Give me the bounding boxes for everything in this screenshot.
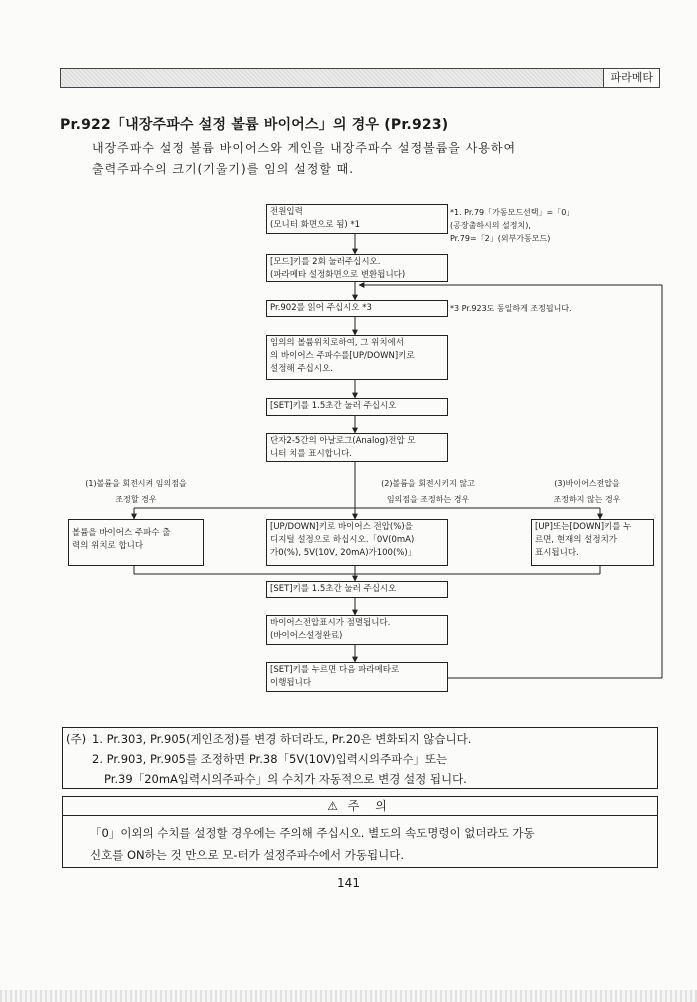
warning-triangle-icon: ⚠ <box>327 799 338 813</box>
branch-label-rotate-volume: (1)볼륨을 회전시켜 임의점을 조정할 경우 <box>85 479 187 504</box>
page-title: Pr.922「내장주파수 설정 볼륨 바이어스」의 경우 (Pr.923) <box>60 117 449 133</box>
notes-prefix: (주) <box>66 732 87 746</box>
notes-line-3: Pr.39「20mA입력시의주파수」의 수치가 자동적으로 변경 설정 됩니다. <box>104 772 467 786</box>
section-label: 파라메타 <box>603 69 659 87</box>
notes-line-2: 2. Pr.903, Pr.905를 조정하면 Pr.38「5V(10V)입력시의주파수」또는 <box>92 752 448 766</box>
flow-step-power-on: 전원입력 (모니터 화면으로 됨) *1 <box>266 204 448 234</box>
flow-step-monitor-analog: 단자2-5간의 아날로그(Analog)전압 모 니터 치를 표시합니다. <box>266 433 448 462</box>
intro-line-2: 출력주파수의 크기(기울기)를 임의 설정할 때. <box>92 162 355 176</box>
note-3: *3 Pr.923도 동일하게 조정됩니다. <box>450 304 572 313</box>
intro-line-1: 내장주파수 설정 볼륨 바이어스와 게인을 내장주파수 설정볼륨을 사용하여 <box>92 141 517 155</box>
flow-branch-volume-position: 볼륨을 바이어스 주파수 출 력의 위치로 합니다 <box>68 519 204 566</box>
page-number: 141 <box>337 876 360 890</box>
branch-label-no-bias-adjust: (3)바이어스전압을 조정하지 않는 경우 <box>553 479 621 504</box>
caution-line-2: 신호를 ON하는 것 만으로 모-터가 설정주파수에서 가동됩니다. <box>90 848 405 862</box>
caution-title: 주 의 <box>347 799 393 813</box>
flow-step-mode-key: [모드]키를 2회 눌러주십시오. (파라메타 설정화면으로 변환됩니다) <box>266 254 448 282</box>
flow-branch-digital-setting: [UP/DOWN]키로 바이어스 전압(%)을 디지털 설정으로 하십시오.「0V(0mA) 가0(%), 5V(10V, 20mA)가100(%)」 <box>266 519 448 566</box>
flow-step-read-pr902: Pr.902를 읽어 주십시오 *3 <box>266 300 448 317</box>
flow-step-press-set: [SET]키를 1.5초간 눌러 주십시오 <box>266 398 448 416</box>
branch-label-no-rotate: (2)볼륨을 회전시키지 않고 임의점을 조정하는 경우 <box>381 479 475 504</box>
flow-step-set-bias-frequency: 임의의 볼륨위치로하여, 그 위치에서 의 바이어스 주파수를[UP/DOWN]키로 설정해 주십시오. <box>266 335 448 380</box>
note-1: *1. Pr.79「가동모드선택」=「0」 (공장출하시의 설정치), Pr.79=「2」(외부가동모드) <box>450 208 575 243</box>
flow-step-bias-blinking: 바이어스전압표시가 점멸됩니다. (바이어스설정완료) <box>266 615 448 645</box>
flow-step-next-parameter: [SET]키를 누르면 다음 파라메타로 이행됩니다 <box>266 662 448 692</box>
notes-line-1: 1. Pr.303, Pr.905(게인조정)를 변경 하더라도, Pr.20은 변화되지 않습니다. <box>92 732 472 746</box>
flow-step-press-set-again: [SET]키를 1.5초간 눌러 주십시오 <box>266 581 448 598</box>
scan-edge <box>0 990 697 1002</box>
caution-header <box>62 796 658 816</box>
flow-branch-show-current-value: [UP]또는[DOWN]키를 누 르면, 현재의 설정치가 표시됩니다. <box>531 519 654 566</box>
caution-line-1: 「0」이외의 수치를 설정할 경우에는 주의해 주십시오. 별도의 속도명령이 없더라도 가동 <box>90 826 535 840</box>
